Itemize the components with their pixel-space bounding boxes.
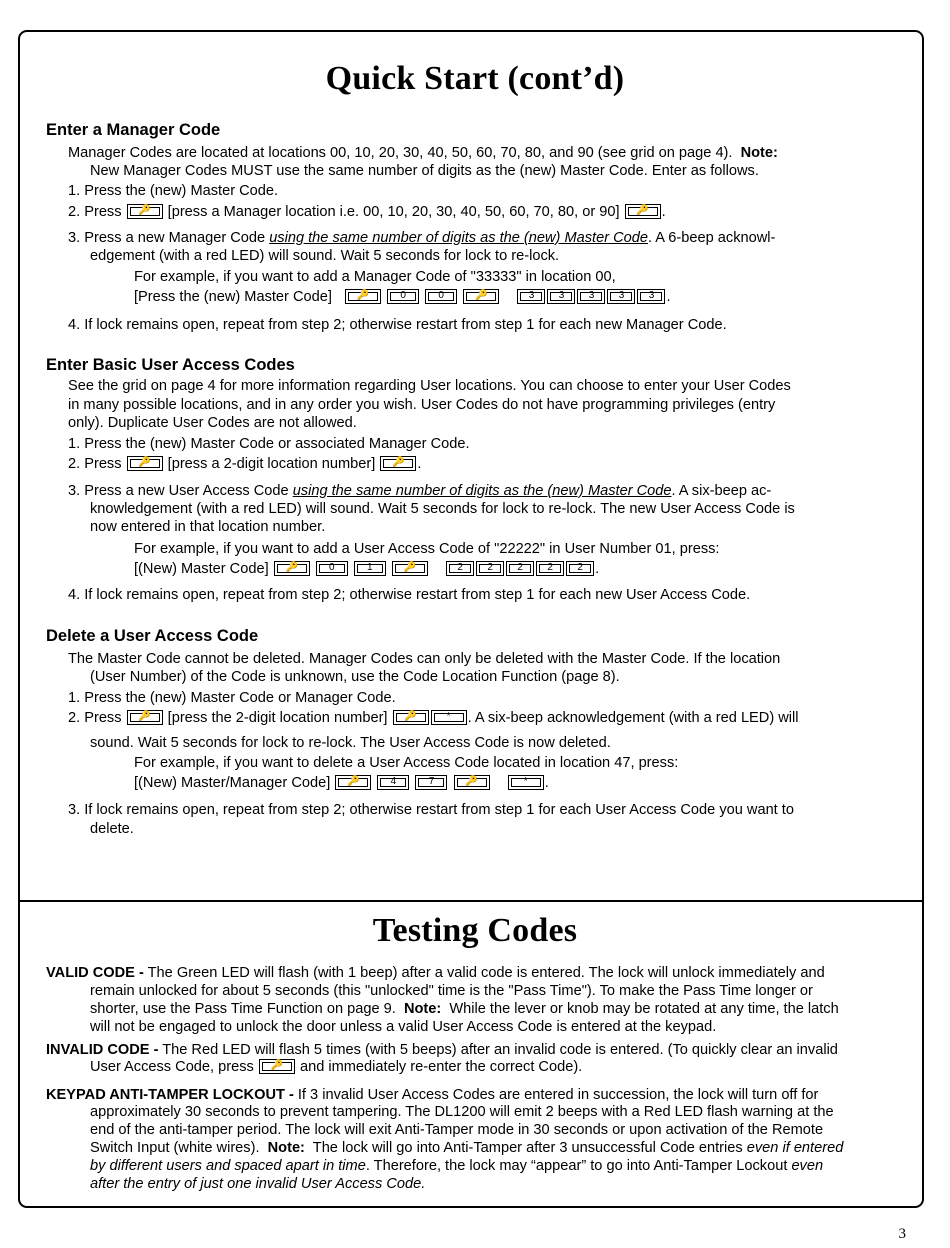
digit-key: 2 — [446, 561, 474, 576]
delete-step-3: 3. If lock remains open, repeat from step 2; otherwise restart from step 1 for each User Access Code you want to — [68, 802, 794, 818]
user-heading: Enter Basic User Access Codes — [46, 356, 295, 374]
manager-step-2: 2. Press 🔑 [press a Manager location i.e. 00, 10, 20, 30, 40, 50, 60, 70, 80, or 90] 🔑 . — [68, 204, 666, 220]
tamper-line-4: Switch Input (white wires). Note: The lock will go into Anti-Tamper after 3 unsuccessful Code entries even if entered — [90, 1140, 844, 1156]
delete-example-1: For example, if you want to delete a User Access Code located in location 47, press: — [134, 755, 679, 771]
delete-example-2: [(New) Master/Manager Code] 🔑 4 7 🔑 * . — [134, 775, 549, 791]
manager-heading: Enter a Manager Code — [46, 121, 221, 139]
digit-key: 3 — [517, 289, 545, 304]
tamper-line-3: end of the anti-tamper period. The lock will exit Anti-Tamper mode in 30 seconds or upon activation of the Remote — [90, 1122, 824, 1138]
user-intro-1: See the grid on page 4 for more information regarding User locations. You can choose to enter your User Codes — [68, 378, 791, 394]
lock-key-icon: 🔑 — [454, 775, 490, 790]
user-step-4: 4. If lock remains open, repeat from step 2; otherwise restart from step 1 for each new User Access Code. — [68, 587, 751, 603]
tamper-line-2: approximately 30 seconds to prevent tampering. The DL1200 will emit 2 beeps with a Red LED flash warning at the — [90, 1104, 834, 1120]
lock-key-icon: 🔑 — [127, 710, 163, 725]
lock-key-icon: 🔑 — [393, 710, 429, 725]
digit-key: 2 — [536, 561, 564, 576]
lock-key-icon: 🔑 — [345, 289, 381, 304]
digit-key: 0 — [425, 289, 457, 304]
user-example-2: [(New) Master Code] 🔑 0 1 🔑 2 2 2 2 2 . — [134, 561, 600, 577]
lock-key-icon: 🔑 — [335, 775, 371, 790]
user-step-3: 3. Press a new User Access Code using the same number of digits as the (new) Master Code. A six-beep ac- knowledgement (with a red LED) will sound. Wait 5 seconds for lock to re-lock. The new User Access Code is now entered in that location number. — [68, 483, 795, 535]
digit-key: 3 — [607, 289, 635, 304]
delete-heading: Delete a User Access Code — [46, 627, 259, 645]
lock-key-icon: 🔑 — [392, 561, 428, 576]
manager-example-2: [Press the (new) Master Code] 🔑 0 0 🔑 3 3 3 3 3 . — [134, 289, 671, 305]
delete-step-2-cont: sound. Wait 5 seconds for lock to re-lock. The User Access Code is now deleted. — [90, 735, 611, 751]
delete-step-1: 1. Press the (new) Master Code or Manager Code. — [68, 690, 396, 706]
invalid-code-line-1: INVALID CODE - The Red LED will flash 5 times (with 5 beeps) after an invalid code is entered. (To quickly clear an invalid — [46, 1042, 838, 1058]
lock-key-icon: 🔑 — [463, 289, 499, 304]
digit-key: 2 — [476, 561, 504, 576]
delete-step-2: 2. Press 🔑 [press the 2-digit location number] 🔑 * . A six-beep acknowledgement (with a red LED) will — [68, 710, 799, 726]
lock-key-icon: 🔑 — [380, 456, 416, 471]
manager-intro: Manager Codes are located at locations 00, 10, 20, 30, 40, 50, 60, 70, 80, and 90 (see grid on page 4). Note: New Manager Codes MUST use the same number of digits as the (new) Master Code. Enter as follows. — [68, 145, 778, 179]
digit-key: 7 — [415, 775, 447, 790]
user-intro-3: only). Duplicate User Codes are not allowed. — [68, 415, 357, 431]
user-intro-2: in many possible locations, and in any order you wish. User Codes do not have programming privileges (entry — [68, 397, 776, 413]
user-step-1: 1. Press the (new) Master Code or associated Manager Code. — [68, 436, 470, 452]
digit-key: 0 — [316, 561, 348, 576]
tamper-line-1: KEYPAD ANTI-TAMPER LOCKOUT - If 3 invalid User Access Codes are entered in succession, the lock will turn off for — [46, 1087, 819, 1103]
valid-code-line-1: VALID CODE - The Green LED will flash (with 1 beep) after a valid code is entered. The lock will unlock immediately and — [46, 965, 825, 981]
section-divider — [20, 900, 922, 902]
invalid-code-line-2: User Access Code, press 🔑 and immediately re-enter the correct Code). — [90, 1059, 583, 1075]
manager-example-1: For example, if you want to add a Manager Code of "33333" in location 00, — [134, 269, 616, 285]
digit-key: 4 — [377, 775, 409, 790]
tamper-line-5: by different users and spaced apart in time. Therefore, the lock may “appear” to go into Anti-Tamper Lockout even — [90, 1158, 824, 1174]
digit-key: 3 — [637, 289, 665, 304]
testing-title: Testing Codes — [372, 912, 578, 949]
page-number: 3 — [898, 1226, 906, 1242]
delete-intro-2: (User Number) of the Code is unknown, use the Code Location Function (page 8). — [90, 669, 620, 685]
tamper-line-6: after the entry of just one invalid User Access Code. — [90, 1176, 426, 1192]
digit-key: 2 — [566, 561, 594, 576]
delete-step-3-cont: delete. — [90, 821, 134, 837]
delete-intro-1: The Master Code cannot be deleted. Manager Codes can only be deleted with the Master Code. If the location — [68, 651, 781, 667]
user-example-1: For example, if you want to add a User Access Code of "22222" in User Number 01, press: — [134, 541, 720, 557]
lock-key-icon: 🔑 — [259, 1059, 295, 1074]
valid-code-line-3: shorter, use the Pass Time Function on page 9. Note: While the lever or knob may be rotated at any time, the latch — [90, 1001, 839, 1017]
manager-step-1: 1. Press the (new) Master Code. — [68, 183, 279, 199]
digit-key: 3 — [547, 289, 575, 304]
lock-key-icon: 🔑 — [127, 204, 163, 219]
digit-key: 2 — [506, 561, 534, 576]
star-key-icon: * — [431, 710, 467, 725]
digit-key: 3 — [577, 289, 605, 304]
manager-step-4: 4. If lock remains open, repeat from step 2; otherwise restart from step 1 for each new Manager Code. — [68, 317, 727, 333]
valid-code-line-2: remain unlocked for about 5 seconds (this "unlocked" time is the "Pass Time"). To make the Pass Time longer or — [90, 983, 813, 999]
user-step-2: 2. Press 🔑 [press a 2-digit location number] 🔑 . — [68, 456, 422, 472]
star-key-icon: * — [508, 775, 544, 790]
lock-key-icon: 🔑 — [127, 456, 163, 471]
valid-code-line-4: will not be engaged to unlock the door unless a valid User Access Code is entered at the keypad. — [90, 1019, 717, 1035]
digit-key: 1 — [354, 561, 386, 576]
lock-key-icon: 🔑 — [625, 204, 661, 219]
manager-step-3: 3. Press a new Manager Code using the same number of digits as the (new) Master Code. A 6-beep acknowl- edgement (with a red LED) will sound. Wait 5 seconds for lock to re-lock. — [68, 230, 776, 264]
digit-key: 0 — [387, 289, 419, 304]
lock-key-icon: 🔑 — [274, 561, 310, 576]
page-title: Quick Start (cont’d) — [325, 60, 625, 97]
